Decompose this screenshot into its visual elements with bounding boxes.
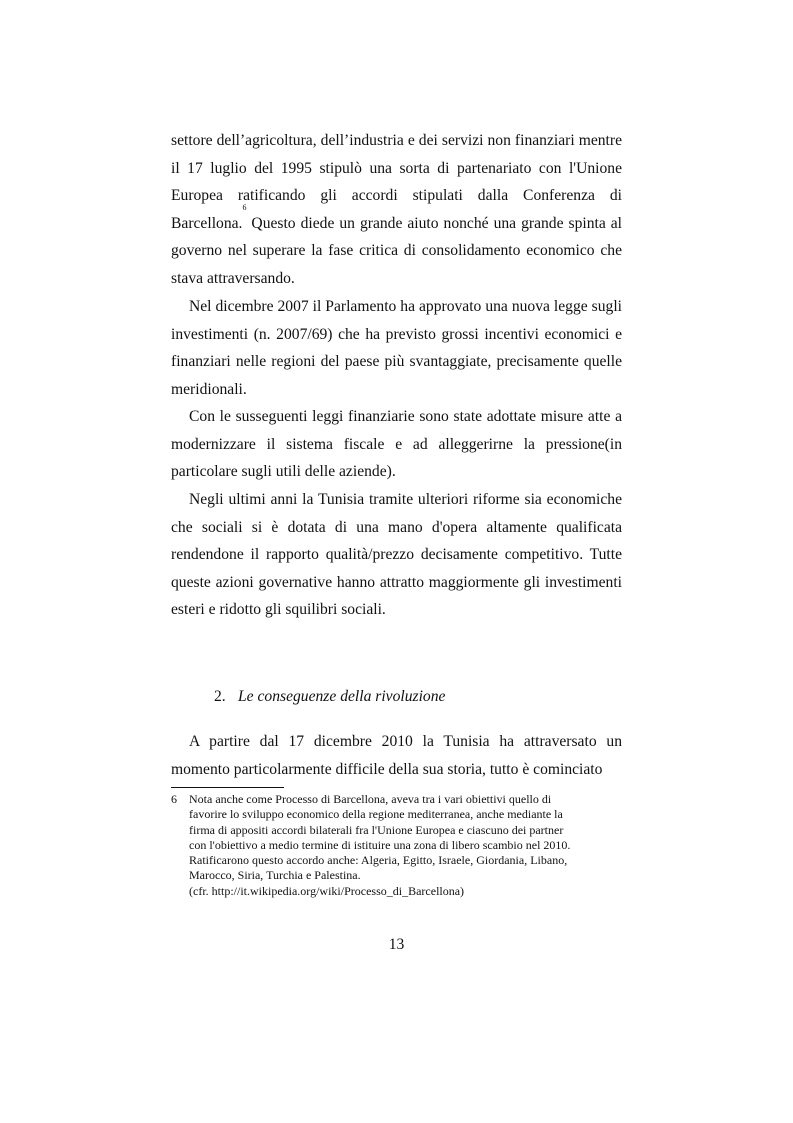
footnote-line: Ratificarono questo accordo anche: Algeria, Egitto, Israele, Giordania, Libano, <box>189 853 568 868</box>
paragraph-text: settore dell’agricoltura, dell’industria e dei servizi non finanziari mentre il 17 luglio del 1995 stipulò una sorta di partenariato con l'Unione Europea ratificando gli accordi stipulati dalla Conferenza di Barcellona. <box>171 132 622 232</box>
section-number: 2. <box>214 688 226 705</box>
footnote-line: Nota anche come Processo di Barcellona, aveva tra i vari obiettivi quello di <box>189 792 552 806</box>
paragraph-text: Negli ultimi anni la Tunisia tramite ulteriori riforme sia economiche che sociali si è dotata di una mano d'opera altamente qualificata rendendone il rapporto qualità/prezzo decisamente competitivo. Tutte queste azioni governative hanno attratto maggiormente gli investimenti esteri e ridotto gli squilibri sociali. <box>171 491 622 619</box>
footnote-separator <box>171 787 284 788</box>
page-number: 13 <box>388 936 405 953</box>
body-paragraph-2 <box>171 293 622 403</box>
footnote <box>171 792 622 899</box>
section-heading <box>214 683 445 710</box>
paragraph-text: Nel dicembre 2007 il Parlamento ha approvato una nuova legge sugli investimenti (n. 2007/69) che ha previsto grossi incentivi economici e finanziari nelle regioni del paese più svantaggiate, precisamente quelle meridionali. <box>171 298 622 398</box>
body-paragraph-1 <box>171 127 622 293</box>
footnote-number: 6 <box>171 792 177 806</box>
section-title: Le conseguenze della rivoluzione <box>238 688 446 705</box>
footnote-line: favorire lo sviluppo economico della regione mediterranea, anche mediante la <box>189 807 563 822</box>
body-paragraph-4 <box>171 486 622 624</box>
footnote-reference: 6 <box>242 202 247 212</box>
body-paragraph-5 <box>171 728 622 783</box>
footnote-line: firma di appositi accordi bilaterali fra l'Unione Europea e ciascuno dei partner <box>189 822 564 837</box>
footnote-line: con l'obiettivo a medio termine di istituire una zona di libero scambio nel 2010. <box>189 837 571 852</box>
footnote-line: Marocco, Siria, Turchia e Palestina. <box>189 868 361 883</box>
paragraph-text: Questo diede un grande aiuto nonché una grande spinta al governo nel superare la fase critica di consolidamento economico che stava attraversando. <box>171 214 622 287</box>
body-paragraph-3 <box>171 403 622 486</box>
footnote-text <box>189 792 622 899</box>
footnote-link-line: (cfr. http://it.wikipedia.org/wiki/Processo_di_Barcellona) <box>189 883 465 898</box>
paragraph-text: Con le susseguenti leggi finanziarie sono state adottate misure atte a modernizzare il sistema fiscale e ad alleggerirne la pressione(in particolare sugli utili delle aziende). <box>171 408 622 481</box>
paragraph-text: A partire dal 17 dicembre 2010 la Tunisia ha attraversato un momento particolarmente difficile della sua storia, tutto è cominciato <box>171 733 622 778</box>
